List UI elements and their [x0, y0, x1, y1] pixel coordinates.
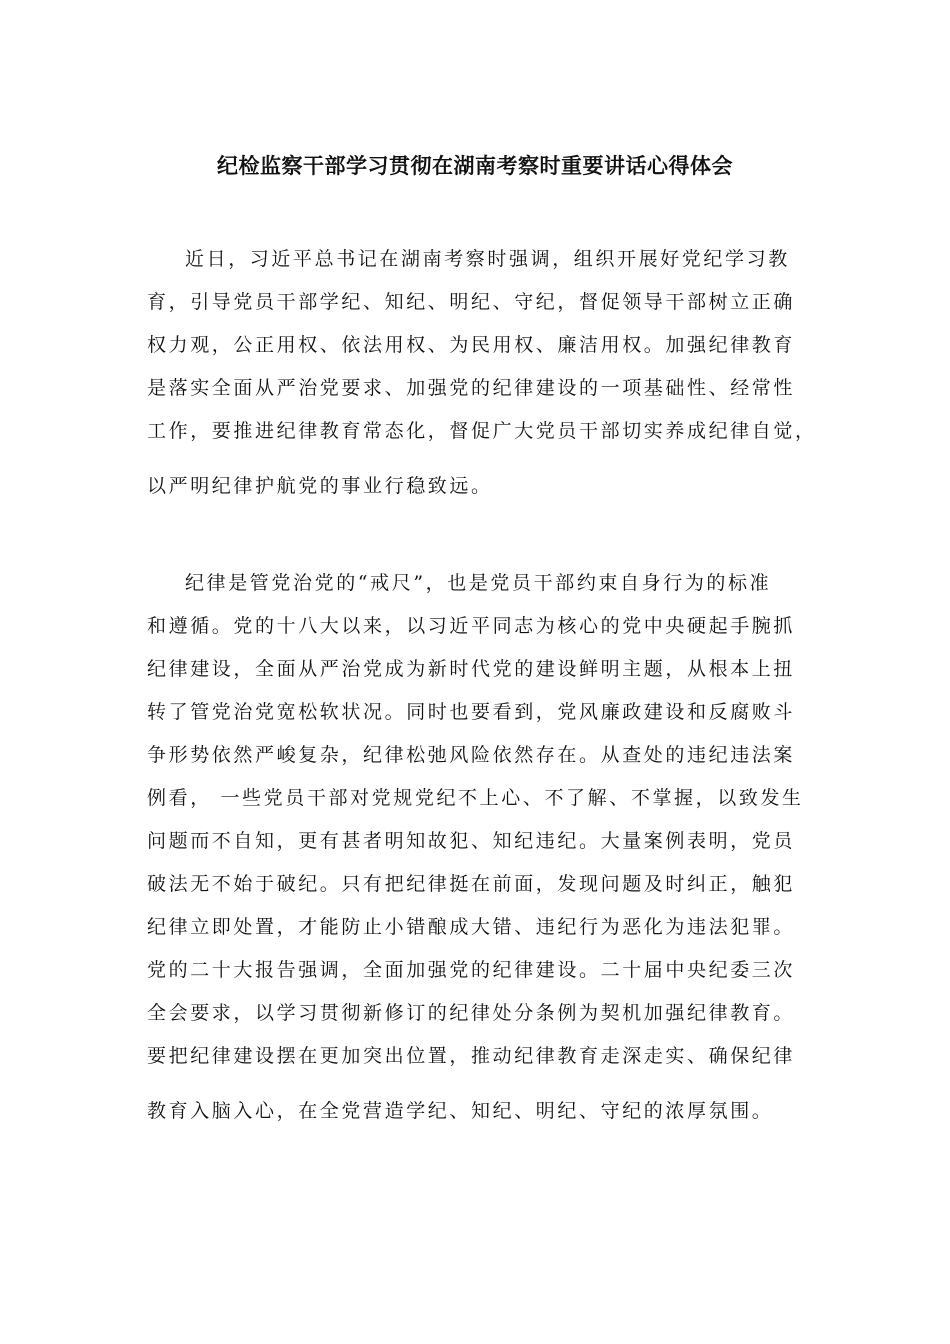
paragraph-line: 育，引导党员干部学纪、知纪、明纪、守纪，督促领导干部树立正确 [147, 291, 796, 313]
paragraph-line: 要把纪律建设摆在更加突出位置，推动纪律教育走深走实、确保纪律 [147, 1045, 796, 1067]
paragraph-line: 以严明纪律护航党的事业行稳致远。 [147, 475, 493, 497]
document-title: 纪检监察干部学习贯彻在湖南考察时重要讲话心得体会 [217, 153, 733, 178]
paragraph-line: 纪律是管党治党的“戒尺”，也是党员干部约束自身行为的标准 [185, 572, 772, 594]
paragraph-2 [147, 562, 811, 1133]
paragraph-line: 全会要求，以学习贯彻新修订的纪律处分条例为契机加强纪律教育。 [147, 1002, 796, 1024]
paragraph-line: 争形势依然严峻复杂，纪律松弛风险依然存在。从查处的违纪违法案 [147, 744, 796, 766]
paragraph-1 [147, 238, 817, 508]
paragraph-line: 权力观，公正用权、依法用权、为民用权、廉洁用权。加强纪律教育 [147, 334, 796, 356]
paragraph-line: 是落实全面从严治党要求、加强党的纪律建设的一项基础性、经常性 [147, 377, 796, 399]
paragraph-line: 例看， 一些党员干部对党规党纪不上心、不了解、不掌握，以致发生 [147, 787, 804, 809]
paragraph-line: 近日，习近平总书记在湖南考察时强调，组织开展好党纪学习教 [185, 248, 790, 270]
paragraph-line: 教育入脑入心，在全党营造学纪、知纪、明纪、守纪的浓厚氛围。 [147, 1100, 774, 1122]
paragraph-line: 破法无不始于破纪。只有把纪律挺在前面，发现问题及时纠正，触犯 [147, 873, 796, 895]
paragraph-line: 转了管党治党宽松软状况。同时也要看到，党风廉政建设和反腐败斗 [147, 701, 796, 723]
paragraph-line: 纪律立即处置，才能防止小错酿成大错、违纪行为恶化为违法犯罪。 [147, 916, 796, 938]
paragraph-line: 工作，要推进纪律教育常态化，督促广大党员干部切实养成纪律自觉， [147, 420, 817, 442]
paragraph-line: 党的二十大报告强调，全面加强党的纪律建设。二十届中央纪委三次 [147, 959, 796, 981]
paragraph-line: 问题而不自知，更有甚者明知故犯、知纪违纪。大量案例表明，党员 [147, 830, 796, 852]
paragraph-line: 纪律建设，全面从严治党成为新时代党的建设鲜明主题，从根本上扭 [147, 658, 796, 680]
paragraph-line: 和遵循。党的十八大以来，以习近平同志为核心的党中央硬起手腕抓 [147, 615, 796, 637]
